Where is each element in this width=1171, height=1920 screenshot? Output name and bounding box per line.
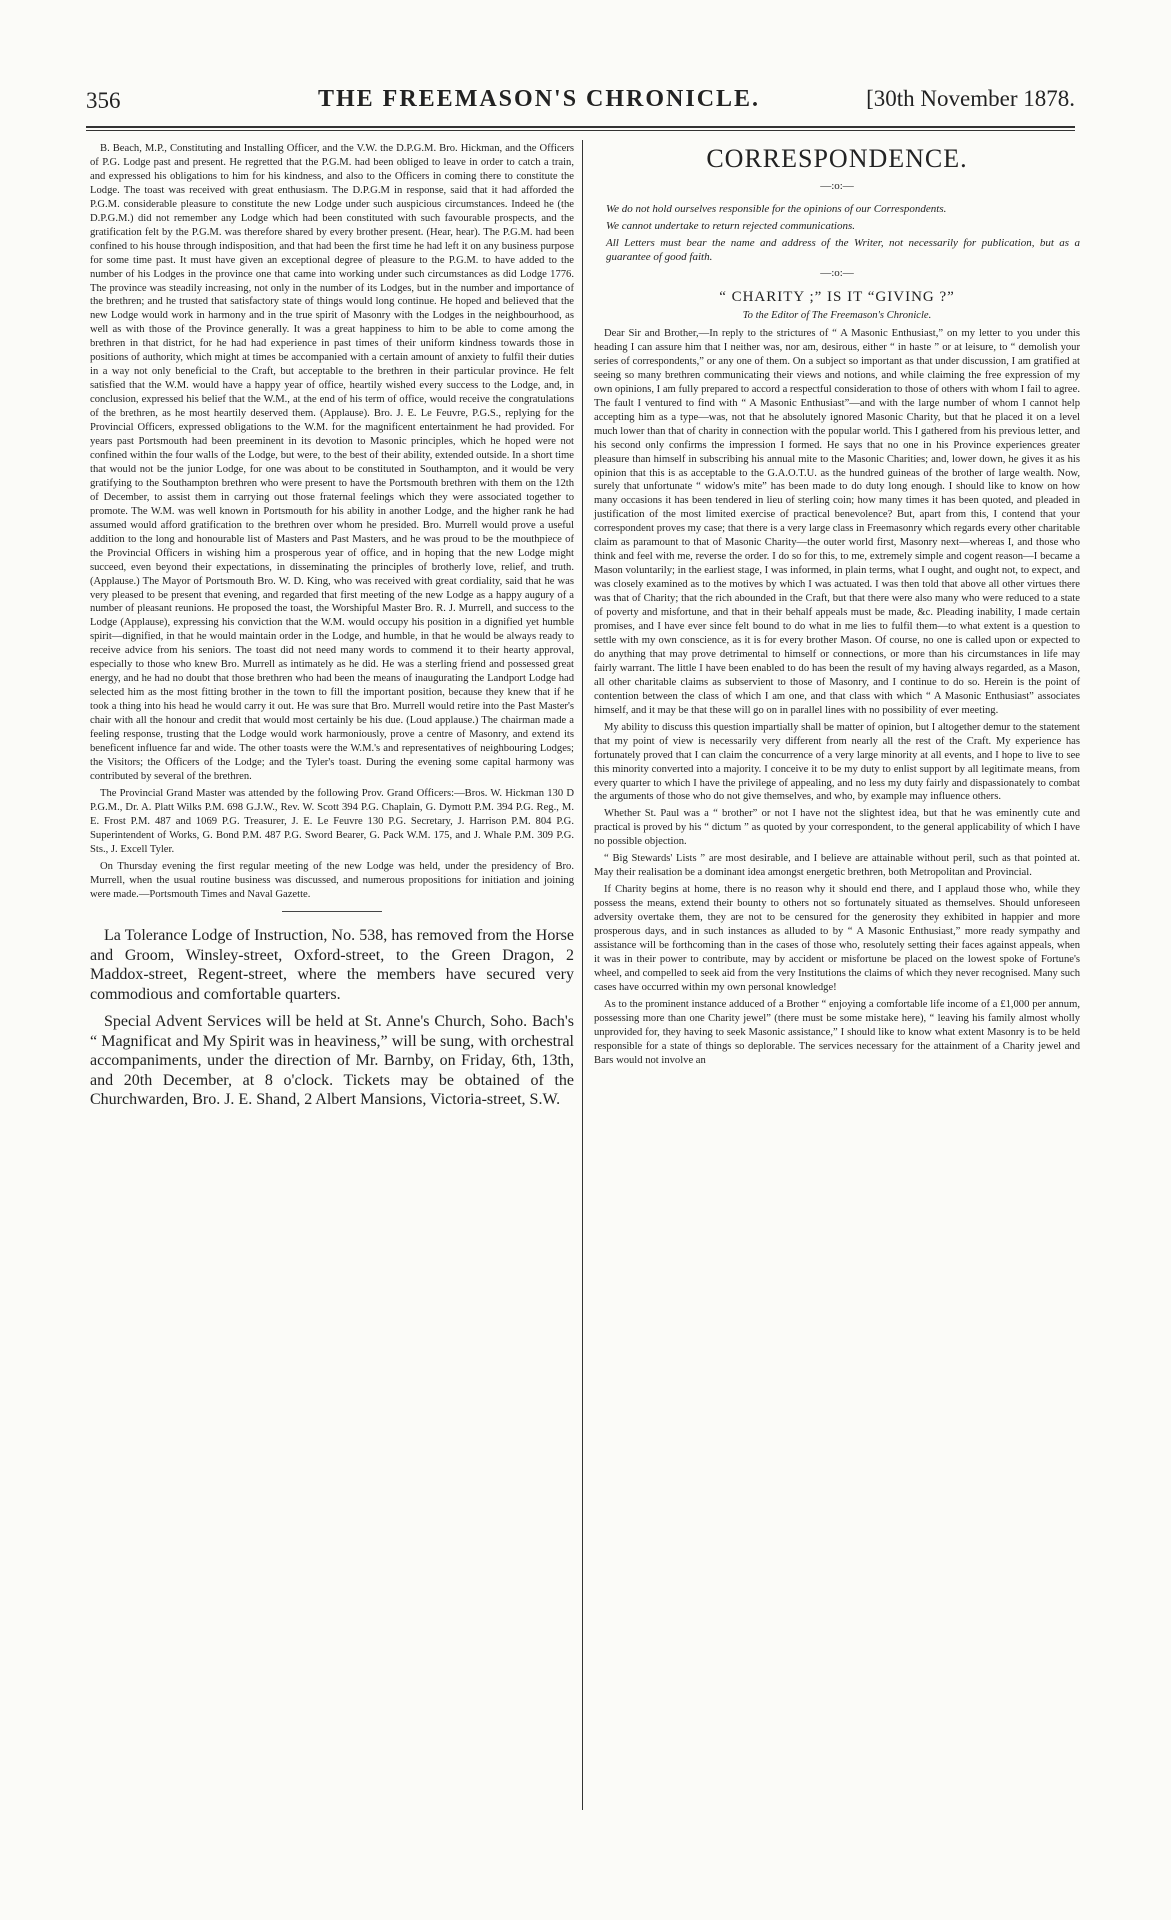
article-paragraph: The Provincial Grand Master was attended by the following Prov. Grand Officers:—Bros. W. Hickman 130 D P.G.M., Dr. A. Platt Wilks P.M. 698 G.J.W., Rev. W. Scott 394 P.G. Chaplain, G. Dymott P.M. 394 P.G. Reg., M. E. Frost P.M. 487 and 1069 P.G. Treasurer, J. E. Le Feuvre 130 P.G. Secretary, J. Harrison P.M. 804 P.G. Superintendent of Works, G. Bond P.M. 487 P.G. Sword Bearer, G. Pack W.M. 175, and J. Whale P.M. 309 P.G. Sts., J. Excell Tyler. [90, 787, 574, 855]
notices [90, 926, 574, 1110]
notice-paragraph: La Tolerance Lodge of Instruction, No. 538, has removed from the Horse and Groom, Winsley-street, Oxford-street, to the Green Dragon, 2 Maddox-street, Regent-street, where the members have secured very commodious and comfortable quarters. [90, 927, 574, 1003]
header-rule [86, 126, 1075, 128]
section-heading: CORRESPONDENCE. [706, 144, 968, 173]
section-separator [282, 911, 382, 912]
right-column [594, 142, 1080, 1071]
editor-note: We cannot undertake to return rejected communications. [606, 220, 855, 232]
letter-paragraph: If Charity begins at home, there is no reason why it should end there, and I applaud those who, while they possess the means, extend their bounty to others not so fortunately situated as themselves. Should unforeseen adversity overtake them, they are not to be censured for the generosity they exhibited in happier and more prosperous days, and in such instances as alluded to by “ A Masonic Enthusiast,” more ready sympathy and assistance will be forthcoming than in the cases of those who, resolutely setting their faces against appeals, when it was in their power to contribute, may by accident or misfortune be placed on the lowest spoke of Fortune's wheel, and compelled to seek aid from the very Institutions the claims of which they never recognised. Many such cases have occurred within my own personal knowledge! [594, 884, 1080, 993]
header-rule-thin [86, 130, 1075, 131]
divider-ornament: —:o:— [820, 180, 854, 192]
editor-note: All Letters must bear the name and address of the Writer, not necessarily for publication, but as a guarantee of good faith. [606, 237, 1080, 263]
publication-title: THE FREEMASON'S CHRONICLE. [318, 86, 761, 112]
column-divider [582, 140, 583, 1810]
article-paragraph: B. Beach, M.P., Constituting and Installing Officer, and the V.W. the D.P.G.M. Bro. Hickman, and the Officers of P.G. Lodge past and present. He regretted that the P.G.M. had been obliged to leave in order to catch a train, and expressed his obligations to him for his kindness, and also to the Officers in coming there to constitute the Lodge. The toast was received with great enthusiasm. The D.P.G.M in response, said that it had afforded the P.G.M. considerable pleasure to constitute the new Lodge under such auspicious circumstances. Indeed he (the D.P.G.M.) did not remember any Lodge which had been constituted with such favourable prospects, and the gratification felt by the P.G.M. was therefore shared by every brother present. (Hear, hear). The P.G.M. had been confined to his house through indisposition, and that had been the first time he had left it on any business purpose for some time past. It must have given an exceptional degree of pleasure to the P.G.M. to have added to the number of his Lodges in the province one that came into working under such circumstances as did Lodge 1776. The province was steadily increasing, not only in the number of its Lodges, but in the number and importance of the brethren; and he trusted that satisfactory state of things would long continue. He hoped and believed that the new Lodge would work in harmony and in the true spirit of Masonry with the Lodges in the neighbourhood, as well as with those of the Province generally. It was a great happiness to him to be able to come among the brethren in that district, for he had had experience in past times of their uniform kindness towards those in positions of authority, which might at times be accompanied with a certain amount of anxiety to fulfil their duties in a way not only beneficial to the Craft, but acceptable to the brethren in their particular province. He felt satisfied that the W.M. would have a happy year of office, heartily wished every success to the Lodge, and, in conclusion, expressed his belief that the W.M., at the end of his term of office, would receive the congratulations of the brethren, as he most heartily deserved them. (Applause). Bro. J. E. Le Feuvre, P.G.S., replying for the Provincial Officers, expressed obligations to the W.M. for the magnificent entertainment he had provided. For years past Portsmouth had been preeminent in its devotion to Masonic principles, which he hoped were not confined within the four walls of the Lodge, but were, to the best of their ability, extended outside. In a short time that would not be the junior Lodge, for one was about to be constituted in Southampton, and it would be very gratifying to the Southampton brethren who were present to have the Portsmouth brethren with them on the 12th of December, to assist them in carrying out those fraternal feelings which they were associated together to promote. The W.M. was well known in Portsmouth for his ability in another Lodge, and the higher rank he had assumed would afford gratification to the brethren over whom he presided. Bro. Murrell would prove a useful addition to the long and honourable list of Masters and Past Masters, and he was proud to be the mouthpiece of the Provincial Officers in wishing him a prosperous year of office, and in hoping that the new Lodge might succeed, even beyond their expectations, in disseminating the principles of brotherly love, relief, and truth. (Applause.) The Mayor of Portsmouth Bro. W. D. King, who was received with great cordiality, said that he was very pleased to be present that evening, and regarded that first meeting of the new Lodge as a happy augury of a number of pleasant reunions. He proposed the toast, the Worshipful Master Bro. R. J. Murrell, and success to the Lodge (Applause), expressing his conviction that the W.M. would occupy his position in a dignified yet humble spirit—dignified, in that he would maintain order in the Lodge, and humble, in that he would be always ready to receive advice from his seniors. The toast did not need many words to commend it to their hearty approval, especially to those who knew Bro. Murrell as intimately as he did. He was a sterling friend and possessed great energy, and he had no doubt that those brethren who had been the means of inaugurating the Landport Lodge had selected him as the most fitting brother in the town to fill the important position, because they knew that if he took a thing into his head he would carry it out. He was sure that Bro. Murrell would retire into the Past Master's chair with all the honour and credit that would most certainly be his due. (Loud applause.) The chairman made a feeling response, trusting that the Lodge would work harmoniously, prove a centre of Masonry, and extend its beneficent influence far and wide. The other toasts were the W.M.'s and representatives of neighbouring Lodges; the Visitors; the Officers of the Lodge; and the Tyler's toast. During the evening some capital harmony was contributed by several of the brethren. [90, 143, 574, 782]
letter-addressee: To the Editor of The Freemason's Chronicle. [742, 310, 932, 321]
article-paragraph: On Thursday evening the first regular meeting of the new Lodge was held, under the presidency of Bro. Murrell, when the usual routine business was discussed, and numerous propositions for initiation and joining were made.—Portsmouth Times and Naval Gazette. [90, 860, 574, 900]
issue-date: [30th November 1878. [866, 86, 1075, 111]
letter-paragraph: “ Big Stewards' Lists ” are most desirable, and I believe are attainable without peril, such as that pointed at. May their realisation be a dominant idea amongst energetic brethren, both Metropolitan and Provincial. [594, 853, 1080, 879]
page-number: 356 [86, 88, 121, 113]
letter-paragraph: Dear Sir and Brother,—In reply to the strictures of “ A Masonic Enthusiast,” on my letter to you under this heading I can assure him that I neither was, nor am, desirous, either “ in haste ” or at leisure, to “ demolish your series of correspondents,” or any one of them. On a subject so important as that under discussion, I am gratified at seeing so many brethren communicating their views and notions, and while claiming the free expression of my own opinions, I am fully prepared to accord a respectful consideration to those of others with whom I fail to agree. The fault I ventured to find with “ A Masonic Enthusiast”—and with the large number of whom I cannot help accepting him as a type—was, not that he absolutely ignored Masonic Charity, but that he placed it on a level much lower than that of charity in connection with the popular world. This I gathered from his previous letter, and his second only confirms the impression I formed. He says that no one in his Province experiences greater pleasure than himself in subscribing his annual mite to the Masonic Charities; and, lower down, he gives it as his opinion that this is as acceptable to the G.A.O.T.U. as the hundred guineas of the brother of large wealth. Now, surely that unfortunate “ widow's mite” has been made to do duty long enough. I should like to know on how many occasions it has been tendered in lieu of sterling coin; how many times it has been quoted, and pleaded in justification of the most limited exercise of practical benevolence? But, apart from this, I contend that your correspondent proves my case; that there is a very large class in Freemasonry which regards every other charitable claim as paramount to that of Masonic Charity—the outer world first, Masonry next—whereas I, and those who think and feel with me, reverse the order. I do so for this, to me, extremely simple and cogent reason—I became a Mason voluntarily; in the earliest stage, I was informed, in plain terms, what I ought, and ought not, to expect, and was closely examined as to the motives by which I was actuated. I was then told that above all other virtues there was that of Charity; that the rich abounded in the Craft, but that there were also many who were reduced to a state of poverty and misfortune, and that in their behalf appeals must be made, &c. Pleading inability, I made certain promises, and I have ever since felt bound to do what in me lies to fulfil them—to what extent is a question to settle with my own conscience, as it is for every brother Mason. Of course, no one is called upon or expected to do anything that may prove detrimental to himself or connections, or more than his circumstances in life may fairly warrant. The little I have been enabled to do has been the result of my having always regarded, as a Mason, all other charitable claims as subservient to those of Masonry, and I continue to do so. Herein is the point of contention between the class of which I am one, and that class with which “ A Masonic Enthusiast” associates himself, and it may be that these will go on in parallel lines with no possibility of ever meeting. [594, 328, 1080, 716]
letter-title: “ CHARITY ;” IS IT “GIVING ?” [719, 289, 955, 305]
letter-paragraph: My ability to discuss this question impartially shall be matter of opinion, but I altogether demur to the statement that my point of view is necessarily very different from nearly all the rest of the Craft. My experience has fortunately proved that I can claim the concurrence of a very large minority at all events, and I hope to live to see this minority converted into a majority. I conceive it to be my duty to enlist support by all legitimate means, from every quarter to which I have the privilege of appealing, and no less my duty fairly and dispassionately to combat the arguments of those who do not give themselves, and who, by example may influence others. [594, 721, 1080, 803]
left-column [90, 142, 574, 1118]
page-header [86, 88, 1075, 122]
letter-paragraph: As to the prominent instance adduced of a Brother “ enjoying a comfortable life income of a £1,000 per annum, possessing more than one Charity jewel” (there must be some mistake here), “ leaving his family almost wholly unprovided for, they having to seek Masonic assistance,” I should like to know what extent Masonry is to be held responsible for a state of things so deplorable. The services necessary for the attainment of a Charity jewel and Bars would not involve an [594, 998, 1080, 1066]
letter-paragraph: Whether St. Paul was a “ brother” or not I have not the slightest idea, but that he was eminently cute and practical is proved by his “ dictum ” as quoted by your correspondent, to the general applicability of which I have no possible objection. [594, 808, 1080, 848]
divider-ornament: —:o:— [820, 267, 854, 279]
notice-paragraph: Special Advent Services will be held at St. Anne's Church, Soho. Bach's “ Magnificat and My Spirit was in heaviness,” will be sung, with orchestral accompaniments, under the direction of Mr. Barnby, on Friday, 6th, 13th, and 20th December, at 8 o'clock. Tickets may be obtained of the Churchwarden, Bro. J. E. Shand, 2 Albert Mansions, Victoria-street, S.W. [90, 1013, 574, 1109]
editor-note: We do not hold ourselves responsible for the opinions of our Correspondents. [606, 203, 947, 215]
